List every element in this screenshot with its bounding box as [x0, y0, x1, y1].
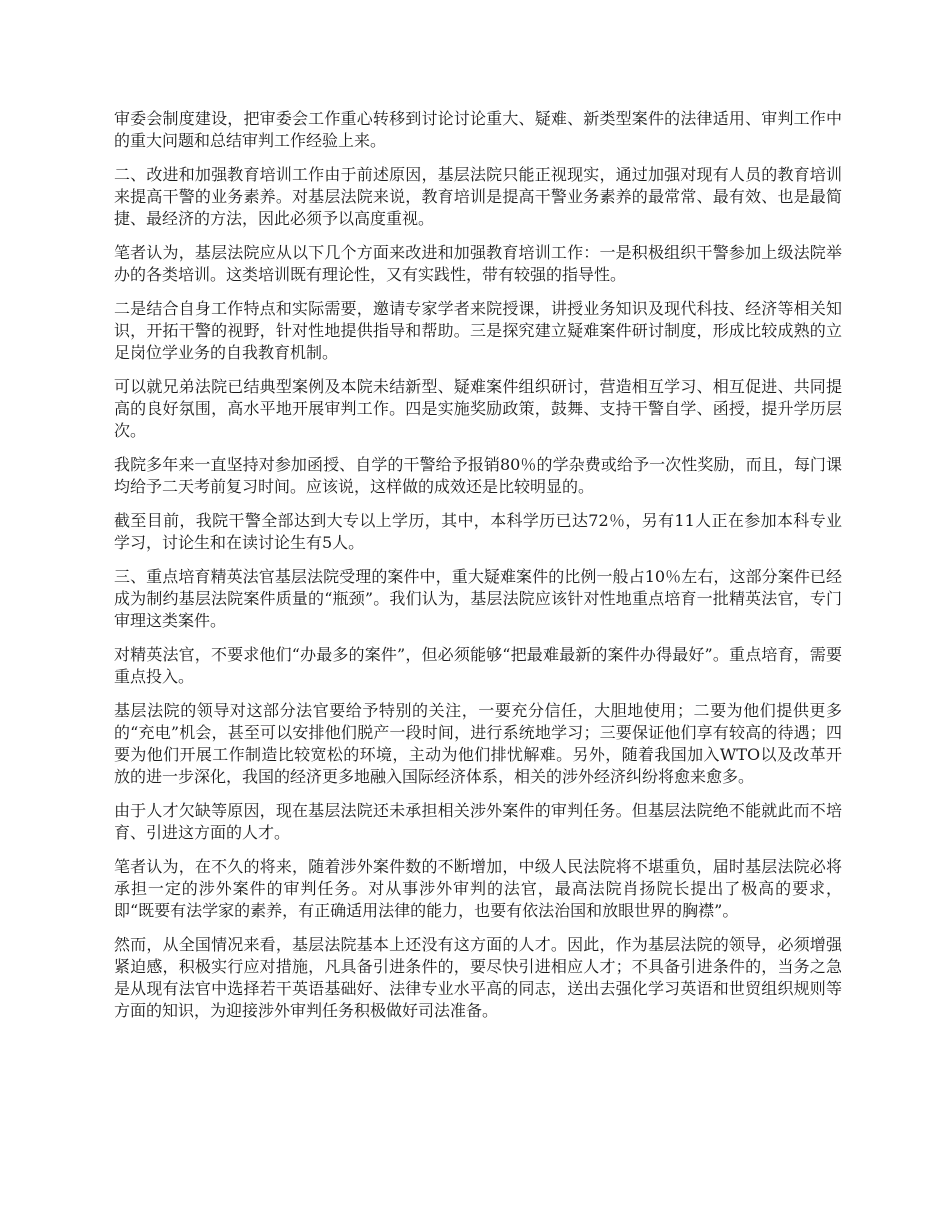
paragraph: 截至目前，我院干警全部达到大专以上学历，其中，本科学历已达72％，另有11人正在参加本科专业学习，讨论生和在读讨论生有5人。: [114, 511, 842, 552]
paragraph: 审委会制度建设，把审委会工作重心转移到讨论讨论重大、疑难、新类型案件的法律适用、审判工作中的重大问题和总结审判工作经验上来。: [114, 109, 842, 150]
paragraph: 对精英法官，不要求他们“办最多的案件”，但必须能够“把最难最新的案件办得最好”。重点培育，需要重点投入。: [114, 645, 842, 686]
paragraph: 由于人才欠缺等原因，现在基层法院还未承担相关涉外案件的审判任务。但基层法院绝不能就此而不培育、引进这方面的人才。: [114, 801, 842, 842]
paragraph: 笔者认为，在不久的将来，随着涉外案件数的不断增加，中级人民法院将不堪重负，届时基层法院必将承担一定的涉外案件的审判任务。对从事涉外审判的法官，最高法院肖扬院长提出了极高的要求，即“既要有法学家的素养，有正确适用法律的能力，也要有依法治国和放眼世界的胸襟”。: [114, 857, 842, 920]
paragraph: 二、改进和加强教育培训工作由于前述原因，基层法院只能正视现实，通过加强对现有人员的教育培训来提高干警的业务素养。对基层法院来说，教育培训是提高干警业务素养的最常常、最有效、也是最简捷、最经济的方法，因此必须予以高度重视。: [114, 165, 842, 228]
paragraph: 基层法院的领导对这部分法官要给予特别的关注，一要充分信任，大胆地使用；二要为他们提供更多的“充电”机会，甚至可以安排他们脱产一段时间，进行系统地学习；三要保证他们享有较高的待遇；四要为他们开展工作制造比较宽松的环境，主动为他们排忧解难。另外，随着我国加入WTO以及改革开放的进一步深化，我国的经济更多地融入国际经济体系，相关的涉外经济纠纷将愈来愈多。: [114, 701, 842, 786]
paragraph: 二是结合自身工作特点和实际需要，邀请专家学者来院授课，讲授业务知识及现代科技、经济等相关知识，开拓干警的视野，针对性地提供指导和帮助。三是探究建立疑难案件研讨制度，形成比较成熟的立足岗位学业务的自我教育机制。: [114, 299, 842, 362]
paragraph: 然而，从全国情况来看，基层法院基本上还没有这方面的人才。因此，作为基层法院的领导，必须增强紧迫感，积极实行应对措施，凡具备引进条件的，要尽快引进相应人才；不具备引进条件的，当务之急是从现有法官中选择若干英语基础好、法律专业水平高的同志，送出去强化学习英语和世贸组织规则等方面的知识，为迎接涉外审判任务积极做好司法准备。: [114, 935, 842, 1020]
document-body: [114, 108, 842, 1034]
paragraph: 可以就兄弟法院已结典型案例及本院未结新型、疑难案件组织研讨，营造相互学习、相互促进、共同提高的良好氛围，高水平地开展审判工作。四是实施奖励政策，鼓舞、支持干警自学、函授，提升学历层次。: [114, 377, 842, 440]
paragraph: 笔者认为，基层法院应从以下几个方面来改进和加强教育培训工作：一是积极组织干警参加上级法院举办的各类培训。这类培训既有理论性，又有实践性，带有较强的指导性。: [114, 243, 842, 284]
paragraph: 我院多年来一直坚持对参加函授、自学的干警给予报销80％的学杂费或给予一次性奖励，而且，每门课均给予二天考前复习时间。应该说，这样做的成效还是比较明显的。: [114, 455, 842, 496]
paragraph: 三、重点培育精英法官基层法院受理的案件中，重大疑难案件的比例一般占10％左右，这部分案件已经成为制约基层法院案件质量的“瓶颈”。我们认为，基层法院应该针对性地重点培育一批精英法官，专门审理这类案件。: [114, 567, 842, 630]
